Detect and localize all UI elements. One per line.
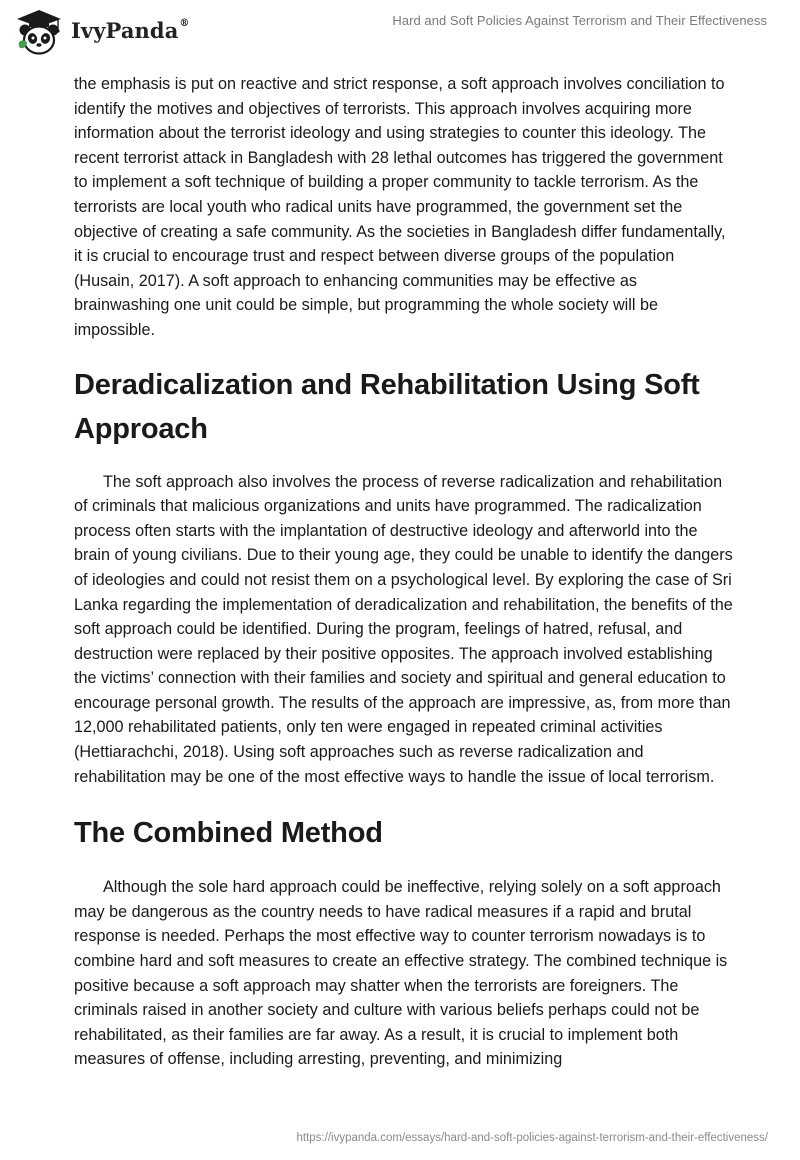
registered-mark: ®	[179, 17, 190, 29]
source-url-link[interactable]: https://ivypanda.com/essays/hard-and-soft-policies-against-terrorism-and-their-effectiveness/	[296, 1132, 768, 1144]
page-header	[0, 0, 800, 64]
ivypanda-logo-link[interactable]	[14, 8, 190, 56]
heading-deradicalization: Deradicalization and Rehabilitation Using Soft Approach	[74, 368, 700, 445]
brand-name: IvyPanda®	[71, 17, 190, 43]
essay-body	[74, 72, 734, 1072]
paragraph-combined-method: Although the sole hard approach could be ineffective, relying solely on a soft approach may be dangerous as the country needs to have radical measures if a rapid and brutal response is needed. Perhaps the most effective way to counter terrorism nowadays is to combine hard and soft measures to create an effective strategy. The combined technique is positive because a soft approach may shatter when the terrorists are foreigners. The criminals raised in another society and culture with various beliefs perhaps could not be rehabilitated, as their families are far away. As a result, it is crucial to implement both measures of offense, including arresting, preventing, and minimizing	[74, 878, 728, 1069]
document-title: Hard and Soft Policies Against Terrorism and Their Effectiveness	[392, 13, 767, 28]
paragraph-community-building: the emphasis is put on reactive and strict response, a soft approach involves conciliation to identify the motives and objectives of terrorists. This approach involves acquiring more information about the terrorist ideology and using strategies to counter this ideology. The recent terrorist attack in Bangladesh with 28 lethal outcomes has triggered the government to implement a soft technique of building a proper community to tackle terrorism. As the terrorists are local youth who radical units have programmed, the government set the objective of creating a safe community. As the societies in Bangladesh differ fundamentally, it is crucial to encourage trust and respect between diverse groups of the population (Husain, 2017). A soft approach to enhancing communities may be effective as brainwashing one unit could be simple, but programming the whole society will be impossible.	[74, 75, 726, 339]
paragraph-deradicalization: The soft approach also involves the process of reverse radicalization and rehabilitation of criminals that malicious organizations and units have programmed. The radicalization process often starts with the implantation of destructive ideology and afterworld into the brain of young civilians. Due to their young age, they could be unable to identify the dangers of ideologies and could not resist them on a psychological level. By exploring the case of Sri Lanka regarding the implementation of deradicalization and rehabilitation, the benefits of the soft approach could be identified. During the program, feelings of hatred, refusal, and destruction were replaced by their positive opposites. The approach involved establishing the victims’ connection with their families and society and spiritual and general education to encourage personal growth. The results of the approach are impressive, as, from more than 12,000 rehabilitated patients, only ten were engaged in repeated criminal activities (Hettiarachchi, 2018). Using soft approaches such as reverse radicalization and rehabilitation may be one of the most effective ways to handle the issue of local terrorism.	[74, 472, 733, 786]
panda-graduate-icon	[14, 8, 64, 56]
heading-combined-method: The Combined Method	[74, 817, 383, 850]
